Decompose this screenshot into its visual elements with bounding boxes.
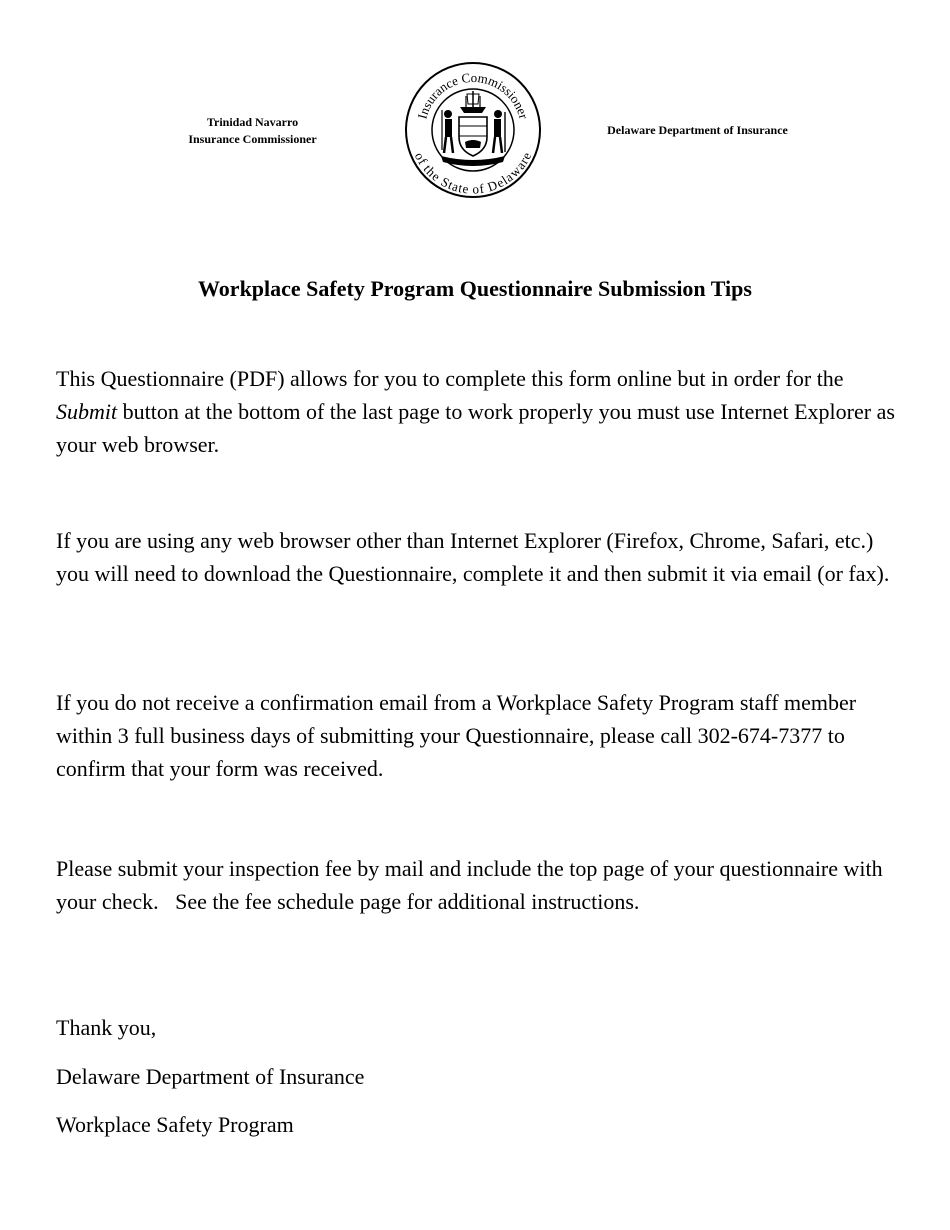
- seal-top-text: Insurance Commissioner: [414, 69, 532, 121]
- paragraph-confirmation: If you do not receive a confirmation email from a Workplace Safety Program staff member within 3 full business days of submitting your Questionnaire, please call 302-674-7377 to confirm that your form was received.: [56, 690, 857, 781]
- paragraph-1-text-start: This Questionnaire (PDF) allows for you to complete this form online but in order for the: [56, 366, 844, 391]
- paragraph-browser-requirement: [56, 362, 896, 461]
- paragraph-inspection-fee: [56, 852, 896, 918]
- commissioner-title: Insurance Commissioner: [188, 132, 317, 146]
- seal-bottom-text: of the State of Delaware: [411, 149, 535, 197]
- closing-program: Workplace Safety Program: [56, 1112, 294, 1137]
- paragraph-4-sentence-2: See the fee schedule page for additional instructions.: [175, 889, 640, 914]
- submit-emphasis: Submit: [56, 399, 118, 424]
- commissioner-block: [150, 114, 355, 148]
- paragraph-4-sentence-1: Please submit your inspection fee by mail and include the top page of your questionnaire with your check.: [56, 856, 883, 914]
- paragraph-other-browsers: If you are using any web browser other than Internet Explorer (Firefox, Chrome, Safari, etc.) you will need to download the Questionnaire, complete it and then submit it via email (or fax).: [56, 528, 890, 586]
- paragraph-1-text-end: button at the bottom of the last page to work properly you must use Internet Explorer as your web browser.: [56, 399, 895, 457]
- state-seal-icon: [403, 60, 543, 200]
- closing-organization: Delaware Department of Insurance: [56, 1064, 365, 1089]
- commissioner-name: Trinidad Navarro: [206, 115, 299, 129]
- department-name: Delaware Department of Insurance: [607, 123, 788, 137]
- page-title: Workplace Safety Program Questionnaire Submission Tips: [198, 276, 752, 301]
- closing-salutation: Thank you,: [56, 1015, 157, 1040]
